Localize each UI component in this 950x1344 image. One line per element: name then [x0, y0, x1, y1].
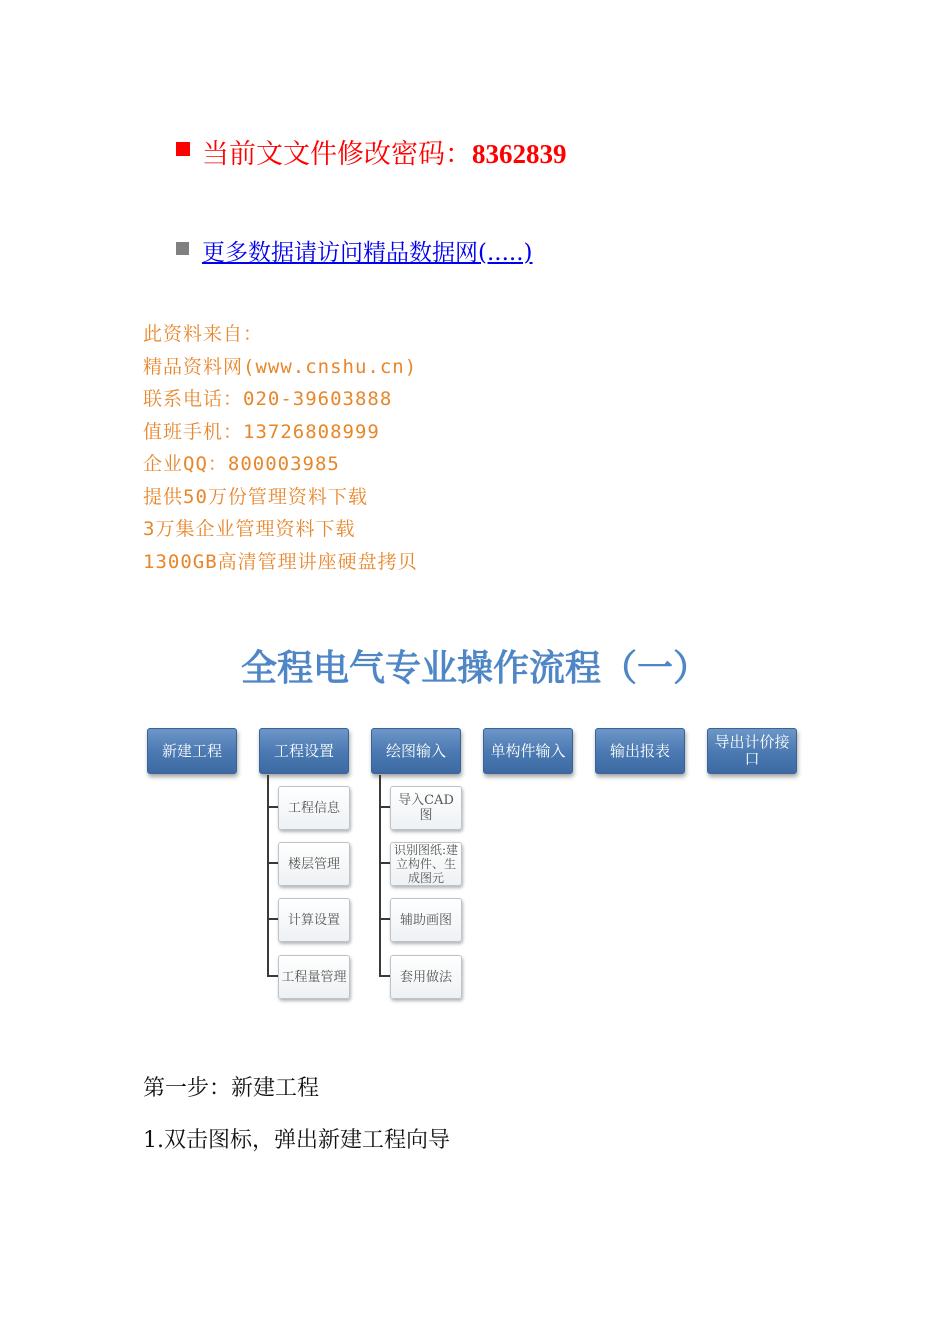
sub-step-quantity-management: 工程量管理	[278, 955, 350, 999]
info-line: 联系电话：020-39603888	[143, 388, 393, 410]
connector-line	[267, 918, 278, 920]
info-line: 1300GB高清管理讲座硬盘拷贝	[143, 550, 418, 573]
sub-step-floor-management: 楼层管理	[278, 842, 350, 886]
red-square-bullet-icon	[176, 142, 190, 156]
flow-step-single-component-input: 单构件输入	[483, 728, 573, 774]
sub-step-calculation-settings: 计算设置	[278, 898, 350, 942]
sub-step-auxiliary-drawing: 辅助画图	[390, 898, 462, 942]
info-line: 此资料来自：	[143, 323, 264, 345]
info-line: 精品资料网(www.cnshu.cn)	[143, 355, 418, 378]
sub-step-import-cad: 导入CAD图	[390, 786, 462, 830]
password-label: 当前文文件修改密码：	[202, 139, 472, 170]
password-notice	[202, 132, 567, 171]
step-heading: 第一步：新建工程	[143, 1076, 320, 1101]
flow-step-drawing-input: 绘图输入	[371, 728, 461, 774]
connector-line	[267, 806, 278, 808]
flow-step-project-settings: 工程设置	[259, 728, 349, 774]
flow-step-export-pricing-interface: 导出计价接口	[707, 728, 797, 774]
gray-square-bullet-icon	[176, 242, 189, 255]
sub-step-apply-method: 套用做法	[390, 955, 462, 999]
connector-line	[379, 975, 390, 977]
flow-step-new-project: 新建工程	[147, 728, 237, 774]
info-line: 3万集企业管理资料下载	[143, 518, 356, 540]
sub-step-project-info: 工程信息	[278, 786, 350, 830]
connector-line	[267, 975, 278, 977]
connector-line	[379, 862, 390, 864]
password-value: 8362839	[472, 139, 567, 169]
connector-line	[379, 806, 390, 808]
sub-step-recognize-drawing: 识别图纸:建立构件、生成图元	[390, 842, 462, 886]
info-line: 企业QQ：800003985	[143, 453, 340, 475]
step-item: 1.双击图标，弹出新建工程向导	[143, 1128, 450, 1153]
connector-line	[379, 918, 390, 920]
info-line: 提供50万份管理资料下载	[143, 485, 368, 508]
flow-step-output-report: 输出报表	[595, 728, 685, 774]
connector-line	[267, 862, 278, 864]
more-data-link[interactable]: 更多数据请访问精品数据网(.....)	[202, 240, 533, 266]
diagram-title: 全程电气专业操作流程（一）	[240, 648, 709, 689]
source-info-block	[143, 318, 418, 578]
info-line: 值班手机：13726808999	[143, 420, 380, 443]
